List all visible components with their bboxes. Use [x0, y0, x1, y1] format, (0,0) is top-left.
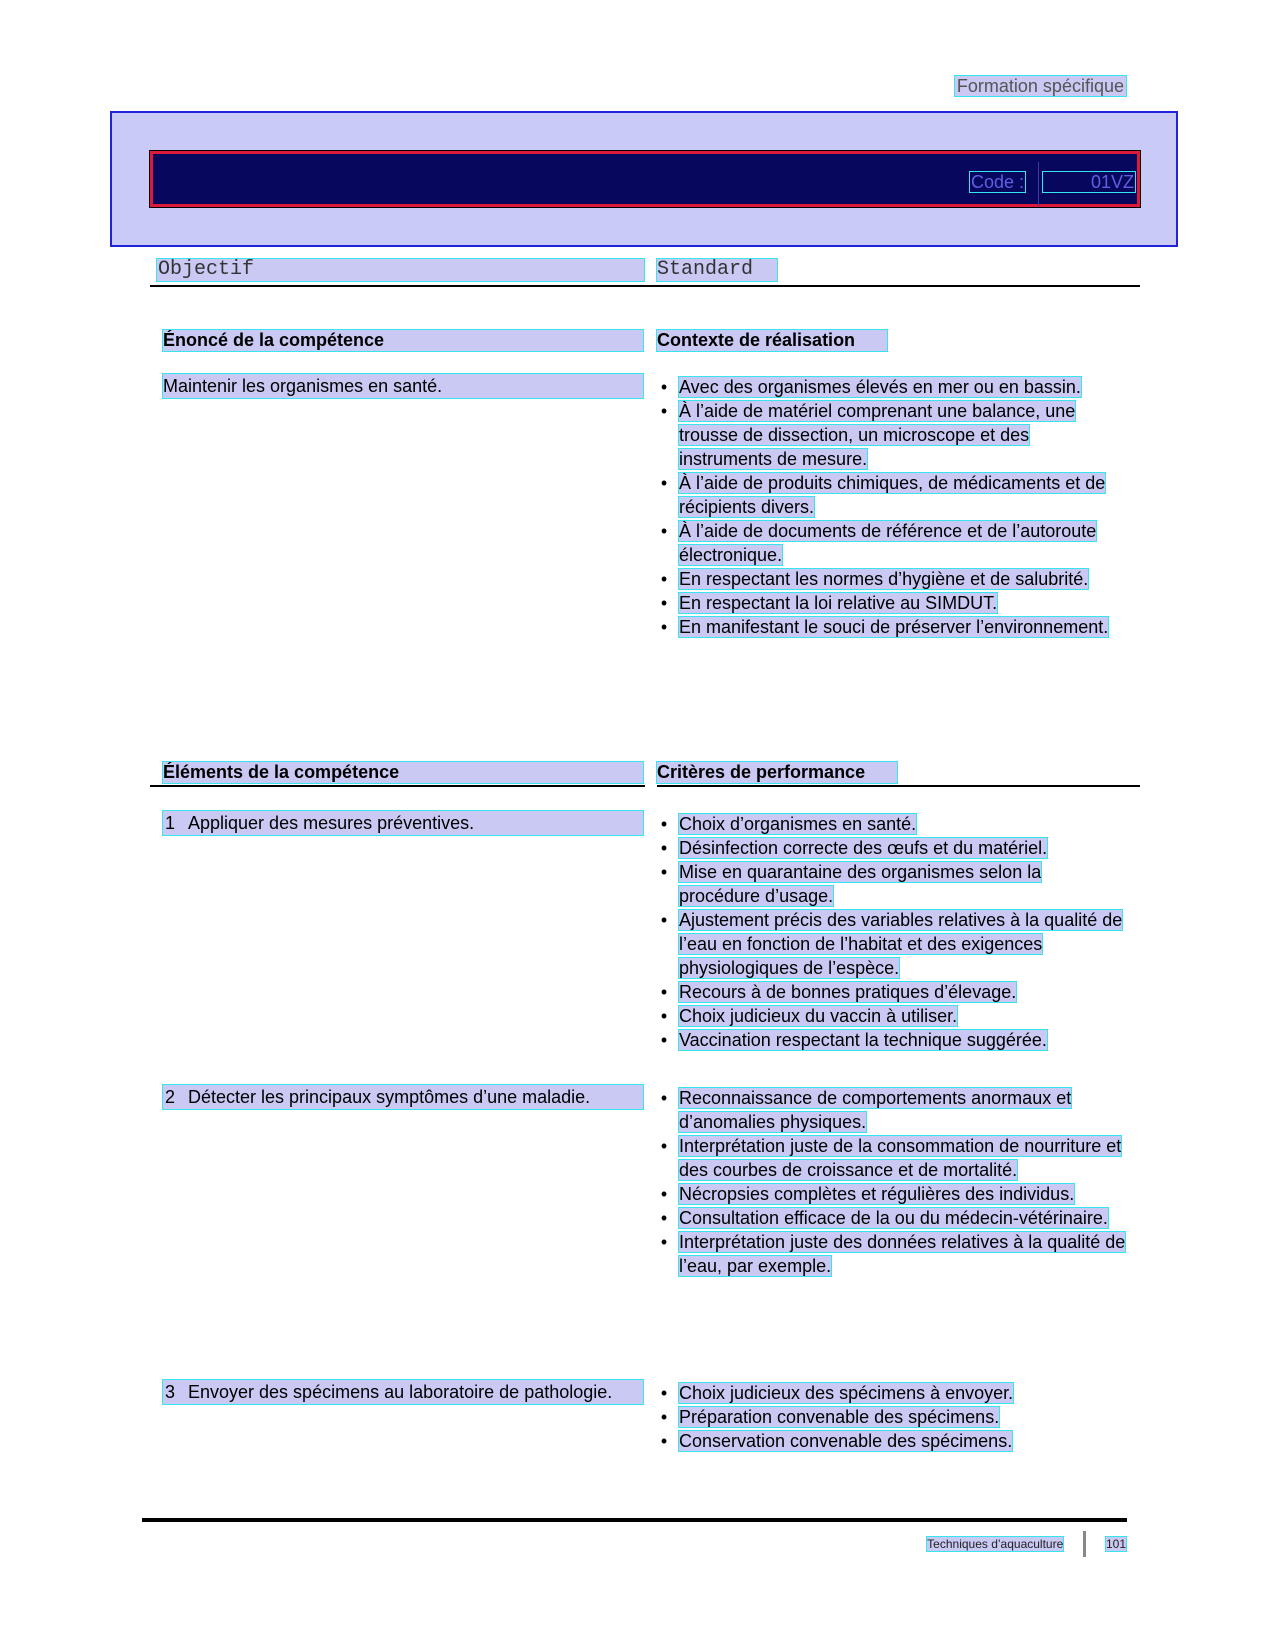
list-item: • Consultation efficace de la ou du médecin-vétérinaire.: [660, 1208, 1108, 1228]
code-divider: [1038, 162, 1039, 206]
list-item: • À l’aide de matériel comprenant une balance, une trousse de dissection, un microscope et des instruments de mesure.: [660, 401, 1076, 469]
header-rule: [150, 285, 1140, 287]
competence-element-3: [163, 1380, 643, 1404]
criteria-list-1: [657, 812, 1127, 1052]
list-item: • Avec des organismes élevés en mer ou en bassin.: [660, 377, 1081, 397]
contexte-heading: Contexte de réalisation: [657, 330, 887, 351]
column-heading-objectif: Objectif: [157, 259, 644, 281]
list-item: • En respectant les normes d’hygiène et de salubrité.: [660, 569, 1089, 589]
list-item: • Désinfection correcte des œufs et du matériel.: [660, 838, 1048, 858]
page-footer: [927, 1537, 1126, 1551]
code-band: [150, 151, 1140, 207]
list-item: • Mise en quarantaine des organismes selon la procédure d’usage.: [660, 862, 1042, 906]
list-item: • Nécropsies complètes et régulières des individus.: [660, 1184, 1075, 1204]
document-section-label: Formation spécifique: [956, 76, 1124, 96]
list-item: • Reconnaissance de comportements anormaux et d’anomalies physiques.: [660, 1088, 1072, 1132]
list-item: • Ajustement précis des variables relatives à la qualité de l’eau en fonction de l’habitat et des exigences physiologiques de l’espèce.: [660, 910, 1123, 978]
column-heading-standard: Standard: [657, 259, 777, 281]
enonce-text: Maintenir les organismes en santé.: [163, 374, 643, 398]
footer-separator: [1083, 1531, 1086, 1557]
criteres-heading: Critères de performance: [657, 762, 897, 783]
element-text: Envoyer des spécimens au laboratoire de pathologie.: [188, 1382, 613, 1402]
elements-heading: Éléments de la compétence: [163, 762, 643, 783]
list-item: • À l’aide de produits chimiques, de médicaments et de récipients divers.: [660, 473, 1106, 517]
footer-program: Techniques d’aquaculture: [927, 1537, 1064, 1551]
element-text: Appliquer des mesures préventives.: [188, 813, 475, 833]
list-item: • Interprétation juste de la consommation de nourriture et des courbes de croissance et de mortalité.: [660, 1136, 1122, 1180]
list-item: • Choix judicieux des spécimens à envoyer.: [660, 1383, 1014, 1403]
list-item: • Choix judicieux du vaccin à utiliser.: [660, 1006, 958, 1026]
list-item: • Vaccination respectant la technique suggérée.: [660, 1030, 1047, 1050]
element-number: 1: [165, 813, 176, 833]
competence-element-2: [163, 1085, 643, 1109]
page-number: 101: [1105, 1537, 1126, 1551]
list-item: • À l’aide de documents de référence et de l’autoroute électronique.: [660, 521, 1097, 565]
element-number: 2: [165, 1087, 176, 1107]
list-item: • Préparation convenable des spécimens.: [660, 1407, 1000, 1427]
list-item: • Interprétation juste des données relatives à la qualité de l’eau, par exemple.: [660, 1232, 1126, 1276]
competence-element-1: [163, 811, 643, 835]
competency-header-box: [110, 111, 1178, 247]
list-item: • Choix d’organismes en santé.: [660, 814, 917, 834]
elements-rule: [150, 785, 645, 787]
list-item: • En manifestant le souci de préserver l’environnement.: [660, 617, 1109, 637]
list-item: • Conservation convenable des spécimens.: [660, 1431, 1013, 1451]
enonce-heading: Énoncé de la compétence: [163, 330, 643, 351]
code-value: 01VZ: [1043, 172, 1135, 192]
code-label: Code :: [971, 172, 1025, 192]
criteria-list-3: [657, 1381, 1127, 1453]
footer-rule: [142, 1518, 1127, 1522]
criteria-list-2: [657, 1086, 1127, 1278]
list-item: • Recours à de bonnes pratiques d’élevage.: [660, 982, 1017, 1002]
criteres-rule: [657, 785, 1140, 787]
element-number: 3: [165, 1382, 176, 1402]
contexte-list: [657, 375, 1127, 639]
list-item: • En respectant la loi relative au SIMDUT.: [660, 593, 998, 613]
element-text: Détecter les principaux symptômes d’une maladie.: [188, 1087, 591, 1107]
